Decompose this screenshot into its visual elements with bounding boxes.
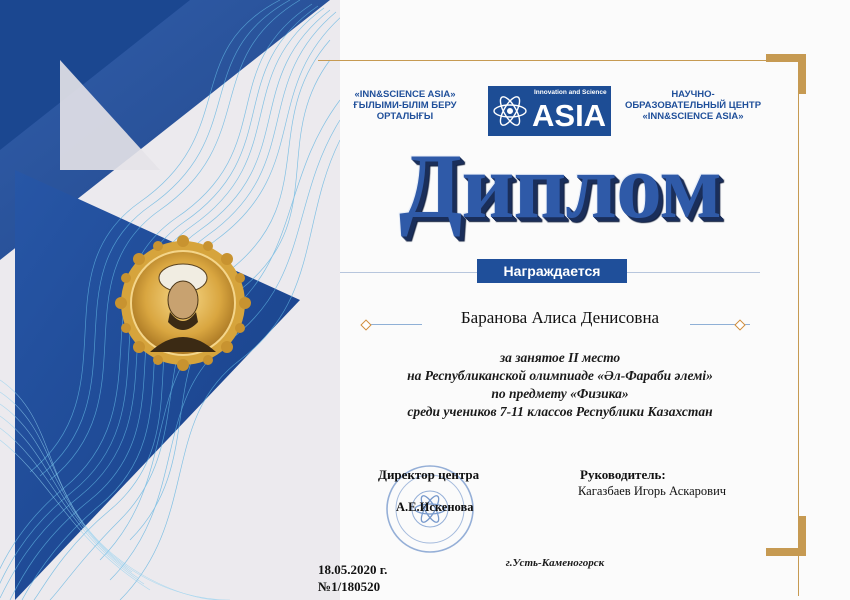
org-name-russian: [618, 89, 768, 122]
city-name: г.Усть-Каменогорск: [505, 557, 605, 569]
logo-word: ASIA: [532, 98, 607, 133]
corner-ornament-top: [762, 50, 810, 98]
description-line: на Республиканской олимпиаде «Әл-Фараби әлемі»: [407, 368, 713, 383]
org-right-line: «INN&SCIENCE ASIA»: [642, 111, 744, 122]
description-line: среди учеников 7-11 классов Республики Казахстан: [407, 404, 713, 419]
corner-ornament-bottom: [762, 512, 810, 560]
description-line: по предмету «Физика»: [491, 386, 629, 401]
recipient-name: Баранова Алиса Денисовна: [460, 308, 660, 327]
awarded-banner: Награждается: [477, 259, 627, 283]
director-name: А.Е.Искенова: [396, 500, 474, 514]
org-right-line: НАУЧНО-: [671, 89, 715, 100]
description-line: за занятое II место: [499, 350, 621, 365]
diploma-title: Диплом: [399, 135, 721, 237]
org-left-line: ОРТАЛЫҒЫ: [376, 111, 434, 122]
org-name-kazakh: [330, 89, 480, 122]
diploma-number: №1/180520: [318, 579, 381, 594]
head-title: Руководитель:: [580, 467, 666, 482]
org-left-line: «INN&SCIENCE ASIA»: [354, 89, 456, 100]
gold-medal-icon: [115, 235, 251, 371]
head-name: Кагазбаев Игорь Аскарович: [578, 484, 727, 498]
atom-logo-icon: [488, 86, 532, 136]
award-description: [340, 349, 780, 421]
logo-tagline: Innovation and Science: [534, 89, 607, 96]
director-title: Директор центра: [378, 467, 480, 482]
asia-logo: [488, 86, 611, 136]
org-left-line: ҒЫЛЫМИ-БІЛІМ БЕРУ: [353, 100, 457, 111]
decorative-left-panel: [0, 0, 340, 600]
org-right-line: ОБРАЗОВАТЕЛЬНЫЙ ЦЕНТР: [624, 100, 762, 111]
issue-date: 18.05.2020 г.: [318, 562, 388, 577]
